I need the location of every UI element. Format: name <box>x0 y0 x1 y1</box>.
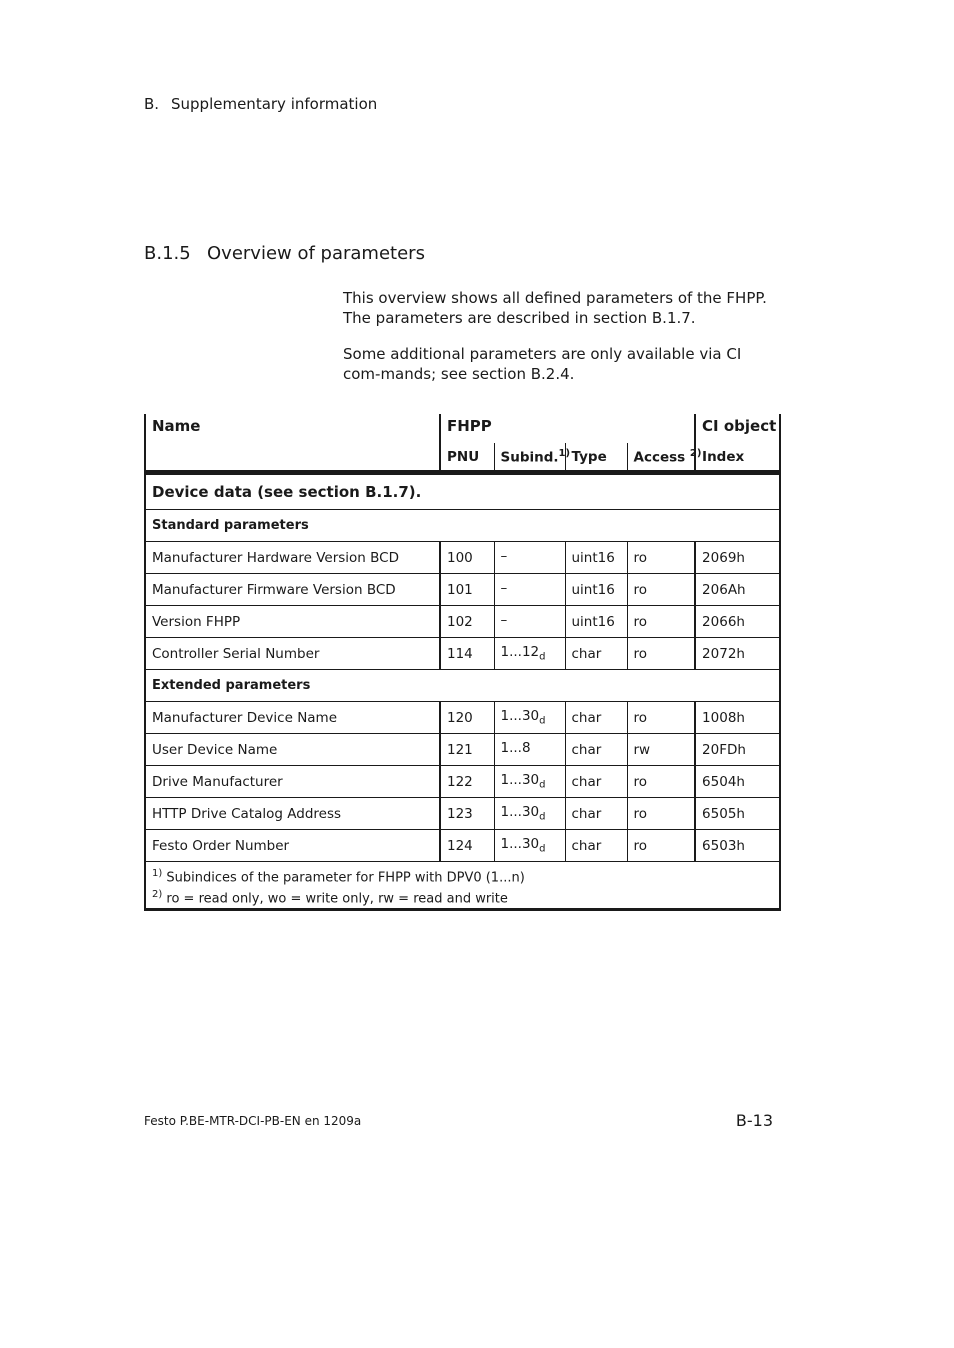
param-index: 2072h <box>695 638 780 670</box>
param-type: char <box>565 766 627 798</box>
param-index: 2069h <box>695 542 780 574</box>
parameter-table <box>144 414 781 911</box>
param-subind: $1...30_d$ <box>494 702 565 734</box>
footnote-ref: 1) <box>558 447 571 459</box>
param-subind: – <box>494 606 565 638</box>
param-type: uint16 <box>565 606 627 638</box>
param-subind: – <box>494 574 565 606</box>
footnote-row <box>145 862 780 910</box>
footnote: $^{1)}$ Subindices of the parameter for FHPP with DPV0 (1...n) <box>152 868 525 886</box>
parameter-row <box>145 702 780 734</box>
param-subind: – <box>494 542 565 574</box>
param-subind: $1...30_d$ <box>494 830 565 862</box>
param-pnu: 100 <box>440 542 494 574</box>
param-pnu: 114 <box>440 638 494 670</box>
param-pnu: 101 <box>440 574 494 606</box>
unit-subscript: d <box>539 715 546 727</box>
running-head-number: B. <box>144 95 160 113</box>
param-index: 2066h <box>695 606 780 638</box>
param-index: 1008h <box>695 702 780 734</box>
footnote: $^{2)}$ ro = read only, wo = write only, rw = read and write <box>152 889 508 907</box>
parameter-row <box>145 638 780 670</box>
param-name: Controller Serial Number <box>145 638 440 670</box>
param-access: ro <box>627 574 695 606</box>
parameter-row <box>145 574 780 606</box>
parameter-row <box>145 734 780 766</box>
param-access: ro <box>627 830 695 862</box>
param-index: 206Ah <box>695 574 780 606</box>
subgroup-title: Standard parameters <box>145 510 780 542</box>
param-name: Manufacturer Firmware Version BCD <box>145 574 440 606</box>
param-type: char <box>565 702 627 734</box>
parameter-row <box>145 830 780 862</box>
param-name: Manufacturer Device Name <box>145 702 440 734</box>
header-index: Index <box>695 443 780 473</box>
footnotes <box>145 862 780 910</box>
param-type: char <box>565 638 627 670</box>
param-name: HTTP Drive Catalog Address <box>145 798 440 830</box>
param-type: char <box>565 798 627 830</box>
param-access: rw <box>627 734 695 766</box>
param-type: uint16 <box>565 574 627 606</box>
param-index: 6505h <box>695 798 780 830</box>
param-access: ro <box>627 606 695 638</box>
param-index: 6504h <box>695 766 780 798</box>
unit-subscript: d <box>539 779 546 791</box>
unit-subscript: d <box>539 651 546 663</box>
intro-paragraph: This overview shows all defined parameters of the FHPP. The parameters are described in section B.1.7. <box>343 289 767 327</box>
unit-subscript: d <box>539 843 546 855</box>
running-head <box>144 95 377 113</box>
group-title: Device data (see section B.1.7). <box>145 473 780 510</box>
param-access: ro <box>627 542 695 574</box>
param-subind: $1...30_d$ <box>494 798 565 830</box>
header-row-top <box>145 414 780 443</box>
header-subind: Subind.$^{1)}$ <box>494 443 565 473</box>
section-heading <box>144 243 425 264</box>
param-index: 6503h <box>695 830 780 862</box>
subgroup-row <box>145 670 780 702</box>
param-type: char <box>565 734 627 766</box>
section-number: B.1.5 <box>144 243 191 264</box>
group-row <box>145 473 780 510</box>
intro-text <box>343 288 783 400</box>
param-access: ro <box>627 766 695 798</box>
param-access: ro <box>627 702 695 734</box>
header-name: Name <box>145 414 440 473</box>
running-head-title: Supplementary information <box>171 95 378 113</box>
header-ci-object: CI object <box>695 414 780 443</box>
param-name: User Device Name <box>145 734 440 766</box>
footer-doc-id: Festo P.BE-MTR-DCI-PB-EN en 1209a <box>144 1114 362 1128</box>
param-access: ro <box>627 798 695 830</box>
parameter-row <box>145 606 780 638</box>
parameter-row <box>145 542 780 574</box>
param-pnu: 120 <box>440 702 494 734</box>
param-name: Festo Order Number <box>145 830 440 862</box>
param-name: Drive Manufacturer <box>145 766 440 798</box>
param-name: Manufacturer Hardware Version BCD <box>145 542 440 574</box>
param-subind: 1...8 <box>494 734 565 766</box>
param-pnu: 123 <box>440 798 494 830</box>
intro-paragraph: Some additional parameters are only available via CI com-mands; see section B.2.4. <box>343 345 742 383</box>
header-pnu: PNU <box>440 443 494 473</box>
section-title: Overview of parameters <box>207 243 425 264</box>
param-pnu: 124 <box>440 830 494 862</box>
header-type: Type <box>565 443 627 473</box>
param-pnu: 122 <box>440 766 494 798</box>
param-pnu: 102 <box>440 606 494 638</box>
param-type: uint16 <box>565 542 627 574</box>
parameter-row <box>145 798 780 830</box>
param-type: char <box>565 830 627 862</box>
param-access: ro <box>627 638 695 670</box>
param-index: 20FDh <box>695 734 780 766</box>
param-name: Version FHPP <box>145 606 440 638</box>
param-pnu: 121 <box>440 734 494 766</box>
unit-subscript: d <box>539 811 546 823</box>
footnote-ref: 2) <box>689 447 702 459</box>
header-access: Access $^{2)}$ <box>627 443 695 473</box>
param-subind: $1...30_d$ <box>494 766 565 798</box>
parameter-row <box>145 766 780 798</box>
param-subind: $1...12_d$ <box>494 638 565 670</box>
subgroup-title: Extended parameters <box>145 670 780 702</box>
header-fhpp: FHPP <box>440 414 695 443</box>
page-number: B-13 <box>735 1111 773 1130</box>
subgroup-row <box>145 510 780 542</box>
